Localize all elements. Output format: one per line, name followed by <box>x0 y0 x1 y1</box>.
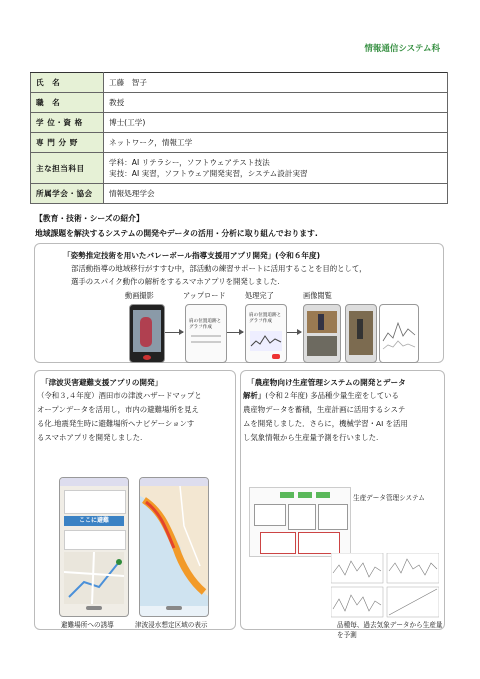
project3-line-1: (令和２年度) 多品種少量生産をしている <box>265 391 399 400</box>
project1-text-2: 選手のスパイク動作の解析をするスマホアプリを開発しました. <box>71 277 280 286</box>
system-label: 生産データ管理システム <box>353 494 425 502</box>
project2-line-4: るスマホアプリを開発しました. <box>37 433 143 442</box>
row-position <box>31 93 448 113</box>
evacuation-map <box>64 552 124 604</box>
phone-image-view-2 <box>345 304 377 363</box>
step-2-label: アップロード <box>183 291 226 300</box>
project3-line-2: 農産物データを蓄積，生産計画に活用するシステ <box>243 405 406 414</box>
processing-screen-text: 肩の位置追跡とグラフ作成 <box>249 313 282 324</box>
project3-panel <box>240 370 445 639</box>
department-title: 情報通信システム科 <box>364 44 440 54</box>
project1-text-1: 部活動指導の地域移行がすすむ中，部活動の練習サポートに活用することを目的として， <box>71 264 367 273</box>
value-society: 情報処理学会 <box>104 184 448 204</box>
graph-view-chart <box>382 311 416 357</box>
step-1-label: 動画撮影 <box>125 291 154 300</box>
project3-title-1: 「農産物向け生産管理システムの開発とデータ <box>247 378 406 387</box>
seeds-heading: 【教育・技術・シーズの紹介】 <box>35 214 144 223</box>
caption-tsunami-map: 津波浸水想定区域の表示 <box>135 621 208 629</box>
value-degree: 博士(工学) <box>104 113 448 133</box>
row-name <box>31 73 448 93</box>
row-society <box>31 184 448 204</box>
project1-title: 「姿勢推定技術を用いたバレーボール指導支援用アプリ開発」(令和６年度) <box>63 251 321 260</box>
phone-video-capture <box>129 304 165 363</box>
arrow-2 <box>227 332 243 333</box>
project3-title-2: 解析」 <box>243 391 266 400</box>
label-degree: 学 位・資 格 <box>31 113 104 133</box>
project2-panel <box>34 370 236 630</box>
label-society: 所属学会・協会 <box>31 184 104 204</box>
arrow-1 <box>165 332 183 333</box>
project3-line-4: し気象情報から生産量予測を行いました. <box>243 433 379 442</box>
phone-tsunami-map <box>139 477 209 617</box>
phone-evacuation-guide <box>59 477 129 617</box>
upload-screen-text: 肩の位置追跡とグラフ作成 <box>189 319 222 330</box>
label-position: 職 名 <box>31 93 104 113</box>
processing-graph <box>250 331 282 351</box>
courses-line-2: 実技：AI 実習，ソフトウェア開発実習，システム設計実習 <box>109 169 308 178</box>
seeds-lead: 地域課題を解決するシステムの開発やデータの活用・分析に取り組んでおります. <box>35 229 318 238</box>
row-degree <box>31 113 448 133</box>
courses-line-1: 学科：AI リテラシー，ソフトウェアテスト技法 <box>109 158 270 167</box>
row-courses <box>31 153 448 184</box>
caption-production-prediction: 品種毎、過去気象データから生産量を予測 <box>337 621 443 639</box>
production-prediction-charts <box>331 553 439 619</box>
phone-image-view <box>303 304 341 363</box>
project3-line-3: ムを開発しました．さらに，機械学習・AI を活用 <box>243 419 408 428</box>
arrow-3 <box>287 332 301 333</box>
profile-table <box>30 72 448 204</box>
phone-processing <box>245 304 287 363</box>
phone-graph-view <box>379 304 419 363</box>
value-courses <box>104 153 448 184</box>
project2-line-2: オープンデータを活用し，市内の避難場所を見え <box>37 405 199 414</box>
project2-text <box>37 389 235 445</box>
value-field: ネットワーク，情報工学 <box>104 133 448 153</box>
value-position: 教授 <box>104 93 448 113</box>
label-courses: 主な担当科目 <box>31 153 104 184</box>
label-name: 氏 名 <box>31 73 104 93</box>
row-field <box>31 133 448 153</box>
project2-line-1: （令和３,４年度）酒田市の津波ハザードマップと <box>37 391 202 400</box>
system-screenshot <box>249 487 351 557</box>
label-field: 専 門 分 野 <box>31 133 104 153</box>
project1-panel <box>34 243 444 363</box>
tsunami-inundation-map <box>140 486 208 606</box>
project2-line-3: る化.地震発生時に避難場所へナビゲーションす <box>37 419 195 428</box>
evacuate-here-banner: ここに避難 <box>64 516 124 526</box>
step-3-label: 処理完了 <box>245 291 274 300</box>
project3-line-0 <box>243 389 443 403</box>
project2-title: 「津波災害避難支援アプリの開発」 <box>41 378 163 387</box>
value-name: 工藤 智子 <box>104 73 448 93</box>
phone-upload <box>185 304 227 363</box>
project3-text <box>243 389 443 445</box>
caption-evacuation: 避難場所への誘導 <box>61 621 114 629</box>
step-4-label: 画像閲覧 <box>303 291 332 300</box>
